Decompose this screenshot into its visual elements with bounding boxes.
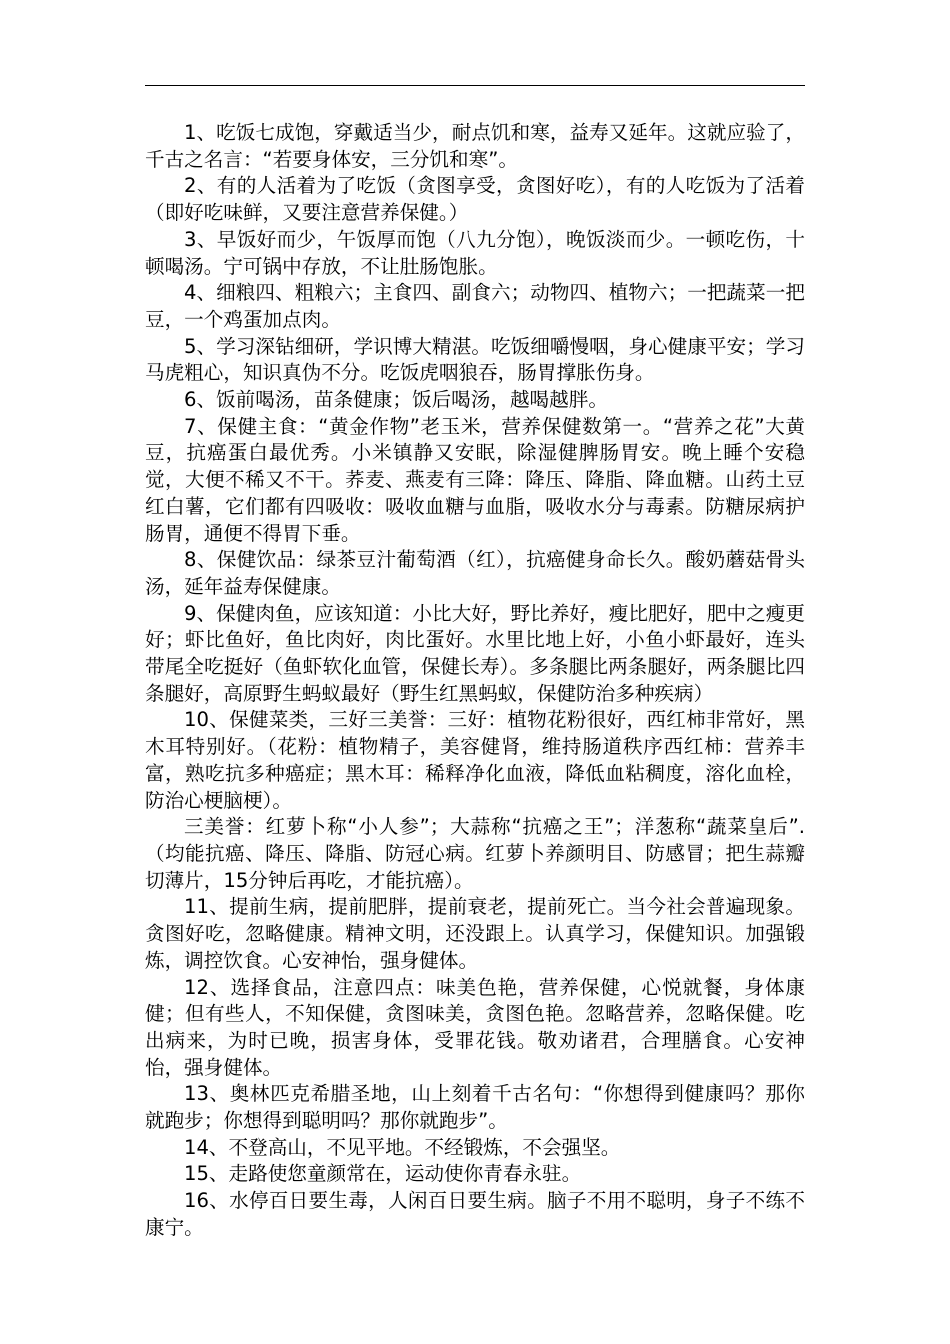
header-rule bbox=[145, 85, 805, 86]
paragraph-2: 2、有的人活着为了吃饭（贪图享受，贪图好吃），有的人吃饭为了活着（即好吃味鲜，又要注意营养保健。） bbox=[145, 174, 805, 225]
paragraph-7: 7、保健主食：“黄金作物”老玉米，营养保健数第一。“营养之花”大黄豆，抗癌蛋白最优秀。小米镇静又安眠，除湿健脾肠胃安。晚上睡个安稳觉，大便不稀又不干。荞麦、燕麦有三降：降压、降脂、降血糖。山药土豆红白薯，它们都有四吸收：吸收血糖与血脂，吸收水分与毒素。防糖尿病护肠胃，通便不得胃下垂。 bbox=[145, 414, 805, 545]
paragraph-14: 14、不登高山，不见平地。不经锻炼，不会强坚。 bbox=[184, 1135, 621, 1159]
paragraph-9: 9、保健肉鱼，应该知道：小比大好，野比养好，瘦比肥好，肥中之瘦更好；虾比鱼好，鱼比肉好，肉比蛋好。水里比地上好，小鱼小虾最好，连头带尾全吃挺好（鱼虾软化血管，保健长寿）。多条腿比两条腿好，两条腿比四条腿好，高原野生蚂蚁最好（野生红黑蚂蚁，保健防治多种疾病） bbox=[145, 601, 805, 705]
paragraph-4: 4、细粮四、粗粮六；主食四、副食六；动物四、植物六；一把蔬菜一把豆，一个鸡蛋加点肉。 bbox=[145, 281, 805, 331]
paragraph-8: 8、保健饮品：绿茶豆汁葡萄酒（红），抗癌健身命长久。酸奶蘑菇骨头汤，延年益寿保健康。 bbox=[145, 548, 805, 598]
paragraph-12: 12、选择食品，注意四点：味美色艳，营养保健，心悦就餐，身体康健；但有些人，不知保健，贪图味美，贪图色艳。忽略营养，忽略保健。吃出病来，为时已晚，损害身体，受罪花钱。敬劝诸君，合理膳食。心安神怡，强身健体。 bbox=[145, 975, 805, 1079]
paragraph-10-sub: 三美誉：红萝卜称“小人参”；大蒜称“抗癌之王”；洋葱称“蔬菜皇后”.（均能抗癌、降压、降脂、防冠心病。红萝卜养颜明目、防感冒；把生蒜瓣切薄片，15分钟后再吃，才能抗癌）。 bbox=[145, 815, 805, 892]
paragraph-5: 5、学习深钻细研，学识博大精湛。吃饭细嚼慢咽，身心健康平安；学习马虎粗心，知识真伪不分。吃饭虎咽狼吞，肠胃撑胀伤身。 bbox=[145, 334, 805, 385]
paragraph-13: 13、奥林匹克希腊圣地，山上刻着千古名句：“你想得到健康吗？那你就跑步；你想得到聪明吗？那你就跑步”。 bbox=[145, 1082, 805, 1133]
paragraph-11: 11、提前生病，提前肥胖，提前衰老，提前死亡。当今社会普遍现象。贪图好吃，忽略健康。精神文明，还没跟上。认真学习，保健知识。加强锻炼，调控饮食。心安神怡，强身健体。 bbox=[145, 895, 805, 972]
paragraph-6: 6、饭前喝汤，苗条健康；饭后喝汤，越喝越胖。 bbox=[184, 388, 608, 412]
document-body bbox=[145, 120, 805, 1242]
paragraph-3: 3、早饭好而少，午饭厚而饱（八九分饱），晚饭淡而少。一顿吃伤，十顿喝汤。宁可锅中存放，不让肚肠饱胀。 bbox=[145, 227, 805, 278]
paragraph-10: 10、保健菜类，三好三美誉：三好：植物花粉很好，西红柿非常好，黑木耳特别好。（花粉：植物精子，美容健肾，维持肠道秩序西红柿：营养丰富，熟吃抗多种癌症；黑木耳：稀释净化血液，降低血粘稠度，溶化血栓，防治心梗脑梗）。 bbox=[145, 708, 805, 812]
paragraph-15: 15、走路使您童颜常在，运动使你青春永驻。 bbox=[184, 1162, 582, 1186]
paragraph-1: 1、吃饭七成饱，穿戴适当少，耐点饥和寒，益寿又延年。这就应验了，千古之名言：“若要身体安，三分饥和寒”。 bbox=[145, 121, 805, 171]
paragraph-16: 16、水停百日要生毒，人闲百日要生病。脑子不用不聪明，身子不练不康宁。 bbox=[145, 1189, 805, 1239]
